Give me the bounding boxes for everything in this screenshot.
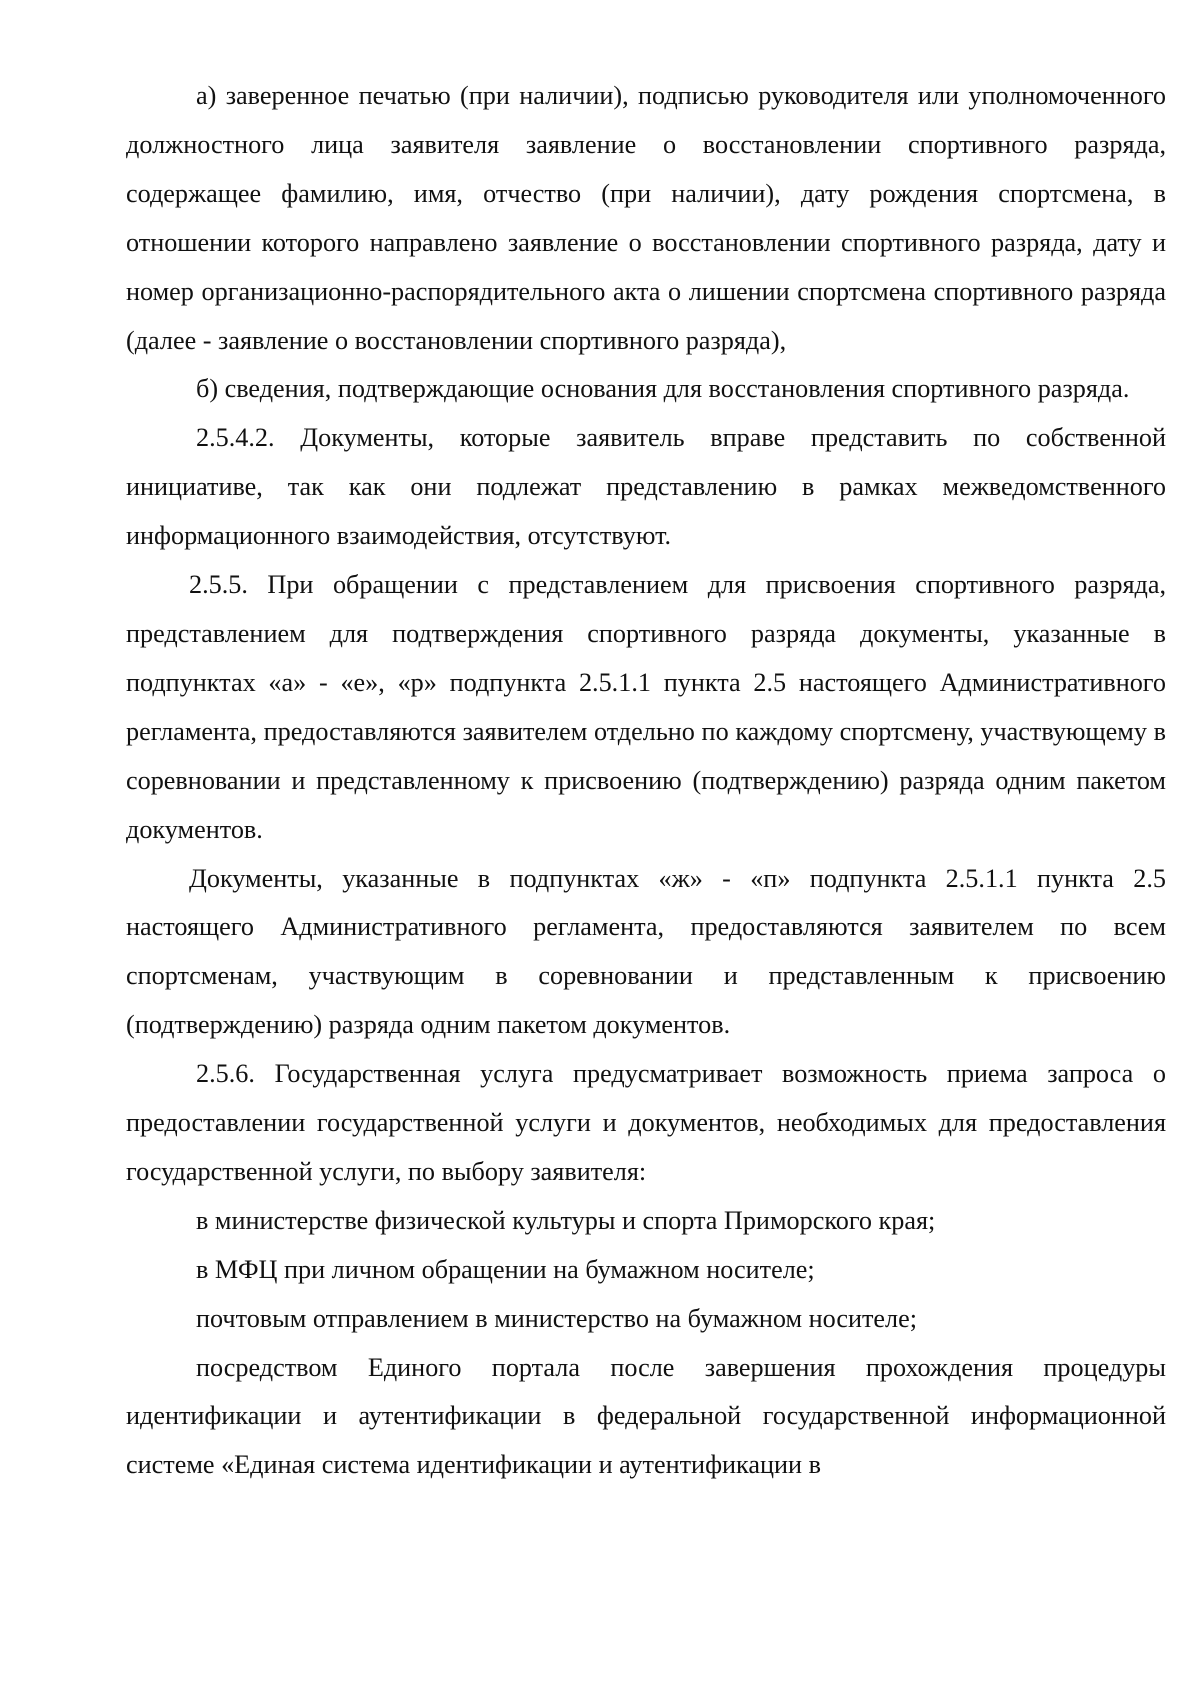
list-item-portal: посредством Единого портала после завершения прохождения процедуры идентификации и аутентификации в федеральной государственной информационной системе «Единая система идентификации и аутентификации в [126,1352,1166,1480]
paragraph-item-b: б) сведения, подтверждающие основания для восстановления спортивного разряда. [196,374,1130,404]
paragraph-item-a: а) заверенное печатью (при наличии), подписью руководителя или уполномоченного должностного лица заявителя заявление о восстановлении спортивного разряда, содержащее фамилию, имя, отчество (при наличии), дату рождения спортсмена, в отношении которого направлено заявление о восстановлении спортивного разряда, дату и номер организационно-распорядительного акта о лишении спортсмена спортивного разряда (далее - заявление о восстановлении спортивного разряда), [126,81,1166,355]
paragraph-2-5-5: 2.5.5. При обращении с представлением для присвоения спортивного разряда, представлением для подтверждения спортивного разряда документы, указанные в подпунктах «а» - «е», «р» подпункта 2.5.1.1 пункта 2.5 настоящего Административного регламента, предоставляются заявителем отдельно по каждому спортсмену, участвующему в соревновании и представленному к присвоению (подтверждению) разряда одним пакетом документов. [126,570,1166,844]
list-item-mfc: в МФЦ при личном обращении на бумажном носителе; [196,1254,815,1284]
list-item-ministry: в министерстве физической культуры и спорта Приморского края; [196,1205,936,1235]
paragraph-documents-zh-p: Документы, указанные в подпунктах «ж» - «п» подпункта 2.5.1.1 пункта 2.5 настоящего Административного регламента, предоставляются заявителем по всем спортсменам, участвующим в соревновании и представленным к присвоению (подтверждению) разряда одним пакетом документов. [126,863,1166,1040]
document-page [126,72,1166,1490]
paragraph-2-5-6: 2.5.6. Государственная услуга предусматривает возможность приема запроса о предоставлении государственной услуги и документов, необходимых для предоставления государственной услуги, по выбору заявителя: [126,1059,1166,1186]
paragraph-2-5-4-2: 2.5.4.2. Документы, которые заявитель вправе представить по собственной инициативе, так как они подлежат представлению в рамках межведомственного информационного взаимодействия, отсутствуют. [126,423,1166,551]
list-item-post: почтовым отправлением в министерство на бумажном носителе; [196,1303,918,1333]
